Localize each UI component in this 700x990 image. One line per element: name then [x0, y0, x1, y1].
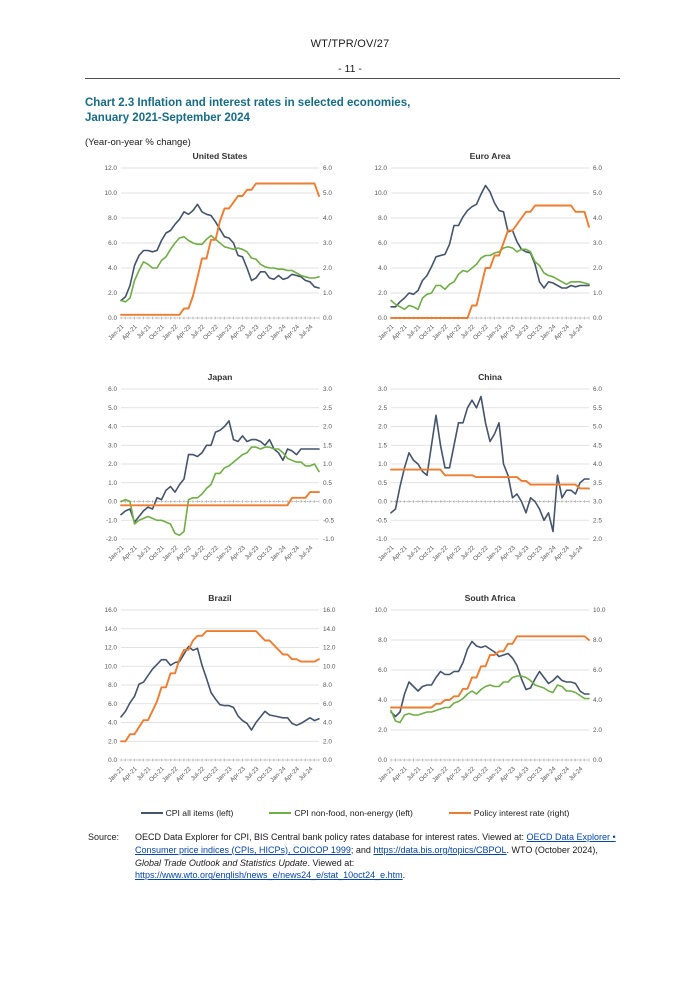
svg-text:4.0: 4.0 — [593, 215, 602, 223]
chart-canvas-japan — [85, 369, 355, 590]
document-code: WT/TPR/OV/27 — [310, 38, 390, 50]
legend-label-cpi-core: CPI non-food, non-energy (left) — [294, 808, 413, 818]
source-text-segment: Global Trade Outlook and Statistics Update — [135, 857, 308, 868]
svg-text:8.0: 8.0 — [378, 637, 387, 645]
svg-text:Jul-24: Jul-24 — [297, 765, 315, 783]
svg-text:1.0: 1.0 — [378, 461, 387, 469]
svg-text:Jul-23: Jul-23 — [243, 323, 261, 341]
svg-text:3.0: 3.0 — [323, 240, 332, 248]
svg-text:Jan-21: Jan-21 — [377, 323, 396, 342]
svg-text:16.0: 16.0 — [323, 607, 336, 615]
svg-text:Jan-21: Jan-21 — [107, 544, 126, 563]
svg-text:Jan-21: Jan-21 — [377, 544, 396, 563]
svg-text:-2.0: -2.0 — [105, 536, 117, 544]
svg-text:0.5: 0.5 — [378, 479, 387, 487]
svg-text:6.0: 6.0 — [108, 386, 117, 394]
svg-text:Apr-24: Apr-24 — [552, 765, 571, 784]
svg-text:2.0: 2.0 — [108, 738, 117, 746]
svg-text:Oct-21: Oct-21 — [417, 323, 436, 342]
svg-text:4.0: 4.0 — [593, 697, 602, 705]
legend-line-orange-icon — [449, 812, 471, 814]
svg-text:Jan-21: Jan-21 — [107, 765, 126, 784]
source-text — [135, 831, 622, 882]
chart-euro-area — [355, 148, 625, 369]
svg-text:5.0: 5.0 — [323, 190, 332, 198]
svg-text:10.0: 10.0 — [374, 607, 387, 615]
svg-text:10.0: 10.0 — [104, 663, 117, 671]
svg-text:Jul-24: Jul-24 — [567, 765, 585, 783]
svg-text:0.0: 0.0 — [378, 757, 387, 765]
svg-text:Jul-24: Jul-24 — [297, 323, 315, 341]
svg-text:Oct-22: Oct-22 — [471, 544, 490, 563]
svg-text:Oct-23: Oct-23 — [255, 765, 274, 784]
chart-legend — [85, 808, 625, 818]
svg-text:Euro Area: Euro Area — [469, 151, 511, 161]
svg-text:Jul-24: Jul-24 — [567, 323, 585, 341]
svg-text:Jan-21: Jan-21 — [377, 765, 396, 784]
legend-line-green-icon — [269, 812, 291, 814]
svg-text:United States: United States — [192, 151, 248, 161]
chart-subtitle: (Year-on-year % change) — [85, 137, 191, 148]
svg-text:Apr-21: Apr-21 — [390, 544, 409, 563]
legend-label-policy-rate: Policy interest rate (right) — [473, 808, 570, 818]
svg-text:3.0: 3.0 — [378, 386, 387, 394]
svg-text:5.0: 5.0 — [593, 423, 602, 431]
svg-text:Jul-24: Jul-24 — [567, 544, 585, 562]
chart-south-africa — [355, 590, 625, 811]
svg-text:6.0: 6.0 — [323, 165, 332, 173]
svg-text:3.5: 3.5 — [593, 479, 602, 487]
svg-text:Oct-22: Oct-22 — [471, 323, 490, 342]
svg-text:Jan-24: Jan-24 — [269, 544, 288, 563]
svg-text:0.0: 0.0 — [323, 498, 332, 506]
svg-text:Jan-24: Jan-24 — [539, 323, 558, 342]
svg-text:Apr-23: Apr-23 — [228, 323, 247, 342]
svg-text:Oct-22: Oct-22 — [201, 544, 220, 563]
svg-text:Jul-23: Jul-23 — [513, 323, 531, 341]
svg-text:1.0: 1.0 — [593, 290, 602, 298]
chart-heading-line1: Chart 2.3 Inflation and interest rates in selected economies, — [85, 97, 411, 109]
svg-text:Apr-22: Apr-22 — [444, 765, 463, 784]
svg-text:Jan-23: Jan-23 — [215, 544, 234, 563]
svg-text:3.0: 3.0 — [323, 386, 332, 394]
svg-text:12.0: 12.0 — [323, 644, 336, 652]
svg-text:Jul-22: Jul-22 — [459, 544, 477, 562]
chart-japan — [85, 369, 355, 590]
svg-text:0.0: 0.0 — [593, 315, 602, 323]
chart-united-states — [85, 148, 355, 369]
svg-text:2.5: 2.5 — [323, 404, 332, 412]
svg-text:Jan-21: Jan-21 — [107, 323, 126, 342]
svg-text:Japan: Japan — [207, 372, 233, 382]
svg-text:-0.5: -0.5 — [323, 517, 335, 525]
source-text-segment: . — [402, 870, 406, 881]
svg-text:Jul-22: Jul-22 — [459, 765, 477, 783]
svg-text:14.0: 14.0 — [104, 625, 117, 633]
svg-text:5.5: 5.5 — [593, 404, 602, 412]
svg-text:Jul-21: Jul-21 — [405, 323, 423, 341]
svg-text:Oct-22: Oct-22 — [201, 765, 220, 784]
svg-text:10.0: 10.0 — [374, 190, 387, 198]
svg-text:12.0: 12.0 — [104, 165, 117, 173]
svg-text:Jul-24: Jul-24 — [297, 544, 315, 562]
svg-text:4.0: 4.0 — [378, 265, 387, 273]
svg-text:6.0: 6.0 — [323, 700, 332, 708]
svg-text:6.0: 6.0 — [593, 165, 602, 173]
svg-text:Apr-21: Apr-21 — [390, 323, 409, 342]
svg-text:8.0: 8.0 — [378, 215, 387, 223]
chart-canvas-euro-area — [355, 148, 625, 369]
svg-text:0.0: 0.0 — [323, 757, 332, 765]
svg-text:Apr-24: Apr-24 — [552, 323, 571, 342]
legend-line-navy-icon — [141, 812, 163, 814]
chart-canvas-south-africa — [355, 590, 625, 811]
svg-text:Jan-23: Jan-23 — [215, 765, 234, 784]
svg-text:Jan-22: Jan-22 — [161, 765, 180, 784]
svg-text:Oct-21: Oct-21 — [147, 544, 166, 563]
svg-text:5.0: 5.0 — [593, 190, 602, 198]
svg-text:4.0: 4.0 — [323, 215, 332, 223]
svg-text:China: China — [478, 372, 502, 382]
svg-text:Apr-22: Apr-22 — [174, 323, 193, 342]
svg-text:12.0: 12.0 — [374, 165, 387, 173]
svg-text:2.5: 2.5 — [593, 517, 602, 525]
charts-grid — [85, 148, 625, 811]
svg-text:Apr-24: Apr-24 — [552, 544, 571, 563]
svg-text:0.0: 0.0 — [108, 315, 117, 323]
svg-text:12.0: 12.0 — [104, 644, 117, 652]
svg-text:Apr-21: Apr-21 — [120, 323, 139, 342]
svg-text:Jan-22: Jan-22 — [161, 323, 180, 342]
svg-text:2.0: 2.0 — [108, 290, 117, 298]
svg-text:Jan-24: Jan-24 — [539, 544, 558, 563]
svg-text:Jul-21: Jul-21 — [405, 544, 423, 562]
svg-text:Apr-22: Apr-22 — [174, 544, 193, 563]
chart-china — [355, 369, 625, 590]
legend-item-policy-rate — [449, 808, 570, 818]
svg-text:Jan-24: Jan-24 — [269, 765, 288, 784]
svg-text:10.0: 10.0 — [323, 663, 336, 671]
svg-text:0.0: 0.0 — [378, 498, 387, 506]
svg-text:Oct-22: Oct-22 — [201, 323, 220, 342]
legend-item-cpi-core — [269, 808, 412, 818]
svg-text:4.0: 4.0 — [108, 265, 117, 273]
svg-text:Jan-24: Jan-24 — [269, 323, 288, 342]
source-note — [88, 831, 622, 882]
svg-text:Jan-23: Jan-23 — [215, 323, 234, 342]
svg-text:3.0: 3.0 — [108, 442, 117, 450]
svg-text:Oct-21: Oct-21 — [147, 323, 166, 342]
svg-text:Apr-21: Apr-21 — [120, 765, 139, 784]
svg-text:1.5: 1.5 — [378, 442, 387, 450]
svg-text:10.0: 10.0 — [104, 190, 117, 198]
svg-text:8.0: 8.0 — [108, 682, 117, 690]
svg-text:6.0: 6.0 — [108, 240, 117, 248]
svg-text:1.0: 1.0 — [323, 290, 332, 298]
svg-text:Apr-22: Apr-22 — [444, 323, 463, 342]
svg-text:Jan-23: Jan-23 — [485, 323, 504, 342]
svg-text:Oct-23: Oct-23 — [255, 544, 274, 563]
svg-text:Apr-23: Apr-23 — [498, 765, 517, 784]
svg-text:Jan-23: Jan-23 — [485, 765, 504, 784]
svg-text:2.0: 2.0 — [323, 738, 332, 746]
chart-heading-line2: January 2021-September 2024 — [85, 111, 250, 124]
source-text-segment: . WTO (October 2024), — [506, 844, 598, 855]
svg-text:Jul-21: Jul-21 — [135, 544, 153, 562]
legend-item-cpi-all — [141, 808, 234, 818]
svg-text:14.0: 14.0 — [323, 625, 336, 633]
svg-text:16.0: 16.0 — [104, 607, 117, 615]
svg-text:10.0: 10.0 — [593, 607, 606, 615]
chart-canvas-brazil — [85, 590, 355, 811]
svg-text:Jan-22: Jan-22 — [431, 544, 450, 563]
svg-text:4.5: 4.5 — [593, 442, 602, 450]
svg-text:Apr-23: Apr-23 — [498, 323, 517, 342]
svg-text:Jul-22: Jul-22 — [189, 765, 207, 783]
svg-text:Apr-21: Apr-21 — [120, 544, 139, 563]
chart-canvas-china — [355, 369, 625, 590]
source-text-segment: ; and — [350, 844, 374, 855]
svg-text:Jul-21: Jul-21 — [405, 765, 423, 783]
svg-text:6.0: 6.0 — [378, 667, 387, 675]
svg-text:2.0: 2.0 — [593, 727, 602, 735]
svg-text:Jul-22: Jul-22 — [189, 544, 207, 562]
svg-text:0.0: 0.0 — [108, 757, 117, 765]
svg-text:2.0: 2.0 — [378, 423, 387, 431]
chart-heading — [85, 96, 410, 126]
svg-text:0.0: 0.0 — [323, 315, 332, 323]
svg-text:Jul-22: Jul-22 — [459, 323, 477, 341]
svg-text:4.0: 4.0 — [108, 423, 117, 431]
svg-text:3.0: 3.0 — [593, 498, 602, 506]
svg-text:Jul-23: Jul-23 — [243, 765, 261, 783]
svg-text:6.0: 6.0 — [108, 700, 117, 708]
svg-text:4.0: 4.0 — [323, 719, 332, 727]
svg-text:Apr-24: Apr-24 — [282, 544, 301, 563]
source-label: Source: — [88, 832, 120, 842]
svg-text:6.0: 6.0 — [378, 240, 387, 248]
svg-text:Oct-23: Oct-23 — [255, 323, 274, 342]
svg-text:Jan-22: Jan-22 — [431, 323, 450, 342]
svg-text:Apr-22: Apr-22 — [444, 544, 463, 563]
svg-text:2.0: 2.0 — [593, 536, 602, 544]
svg-text:Jan-23: Jan-23 — [485, 544, 504, 563]
svg-text:2.0: 2.0 — [378, 290, 387, 298]
svg-text:Apr-23: Apr-23 — [228, 544, 247, 563]
svg-text:-1.0: -1.0 — [323, 536, 335, 544]
svg-text:Apr-22: Apr-22 — [174, 765, 193, 784]
svg-text:0.0: 0.0 — [108, 498, 117, 506]
svg-text:Oct-22: Oct-22 — [471, 765, 490, 784]
svg-text:2.5: 2.5 — [378, 404, 387, 412]
source-text-segment: OECD Data Explorer for CPI, BIS Central bank policy rates database for interest rates. Viewed at: — [135, 832, 527, 842]
svg-text:-1.0: -1.0 — [105, 517, 117, 525]
svg-text:4.0: 4.0 — [108, 719, 117, 727]
svg-text:0.0: 0.0 — [593, 757, 602, 765]
svg-text:Apr-23: Apr-23 — [498, 544, 517, 563]
chart-brazil — [85, 590, 355, 811]
svg-text:1.0: 1.0 — [108, 479, 117, 487]
svg-text:Oct-23: Oct-23 — [525, 544, 544, 563]
svg-text:Jul-23: Jul-23 — [513, 765, 531, 783]
svg-text:South Africa: South Africa — [464, 593, 516, 603]
source-link[interactable]: https://www.wto.org/english/news_e/news24_e/stat_10oct24_e.htm — [135, 870, 403, 881]
header-rule — [85, 78, 620, 79]
svg-text:2.0: 2.0 — [108, 461, 117, 469]
source-text-segment: . Viewed at: — [307, 857, 355, 868]
svg-text:1.0: 1.0 — [323, 461, 332, 469]
svg-text:5.0: 5.0 — [108, 404, 117, 412]
svg-text:Apr-23: Apr-23 — [228, 765, 247, 784]
svg-text:4.0: 4.0 — [378, 697, 387, 705]
legend-label-cpi-all: CPI all items (left) — [165, 808, 234, 818]
svg-text:3.0: 3.0 — [593, 240, 602, 248]
svg-text:Oct-21: Oct-21 — [147, 765, 166, 784]
svg-text:Jan-22: Jan-22 — [431, 765, 450, 784]
svg-text:4.0: 4.0 — [593, 461, 602, 469]
svg-text:Apr-24: Apr-24 — [282, 323, 301, 342]
svg-text:Jan-24: Jan-24 — [539, 765, 558, 784]
svg-text:-1.0: -1.0 — [375, 536, 387, 544]
svg-text:Jul-21: Jul-21 — [135, 323, 153, 341]
svg-text:8.0: 8.0 — [108, 215, 117, 223]
svg-text:Jul-23: Jul-23 — [513, 544, 531, 562]
svg-text:Jul-23: Jul-23 — [243, 544, 261, 562]
svg-text:Oct-23: Oct-23 — [525, 323, 544, 342]
svg-text:6.0: 6.0 — [593, 386, 602, 394]
svg-text:8.0: 8.0 — [323, 682, 332, 690]
chart-canvas-united-states — [85, 148, 355, 369]
source-link[interactable]: OECD Data Explorer • Consumer price indices (CPIs, HICPs), COICOP 1999 — [135, 832, 616, 855]
svg-text:2.0: 2.0 — [323, 423, 332, 431]
svg-text:Apr-24: Apr-24 — [282, 765, 301, 784]
svg-text:6.0: 6.0 — [593, 667, 602, 675]
svg-text:Jul-22: Jul-22 — [189, 323, 207, 341]
svg-text:Apr-21: Apr-21 — [390, 765, 409, 784]
svg-text:Brazil: Brazil — [208, 593, 232, 603]
svg-text:Oct-21: Oct-21 — [417, 544, 436, 563]
svg-text:Jan-22: Jan-22 — [161, 544, 180, 563]
svg-text:1.5: 1.5 — [323, 442, 332, 450]
svg-text:0.5: 0.5 — [323, 479, 332, 487]
svg-text:Oct-21: Oct-21 — [417, 765, 436, 784]
page-number: - 11 - — [338, 63, 362, 75]
svg-text:2.0: 2.0 — [323, 265, 332, 273]
source-link[interactable]: https://data.bis.org/topics/CBPOL — [373, 844, 507, 855]
svg-text:8.0: 8.0 — [593, 637, 602, 645]
svg-text:-0.5: -0.5 — [375, 517, 387, 525]
svg-text:Oct-23: Oct-23 — [525, 765, 544, 784]
svg-text:0.0: 0.0 — [378, 315, 387, 323]
svg-text:2.0: 2.0 — [593, 265, 602, 273]
svg-text:2.0: 2.0 — [378, 727, 387, 735]
svg-text:Jul-21: Jul-21 — [135, 765, 153, 783]
